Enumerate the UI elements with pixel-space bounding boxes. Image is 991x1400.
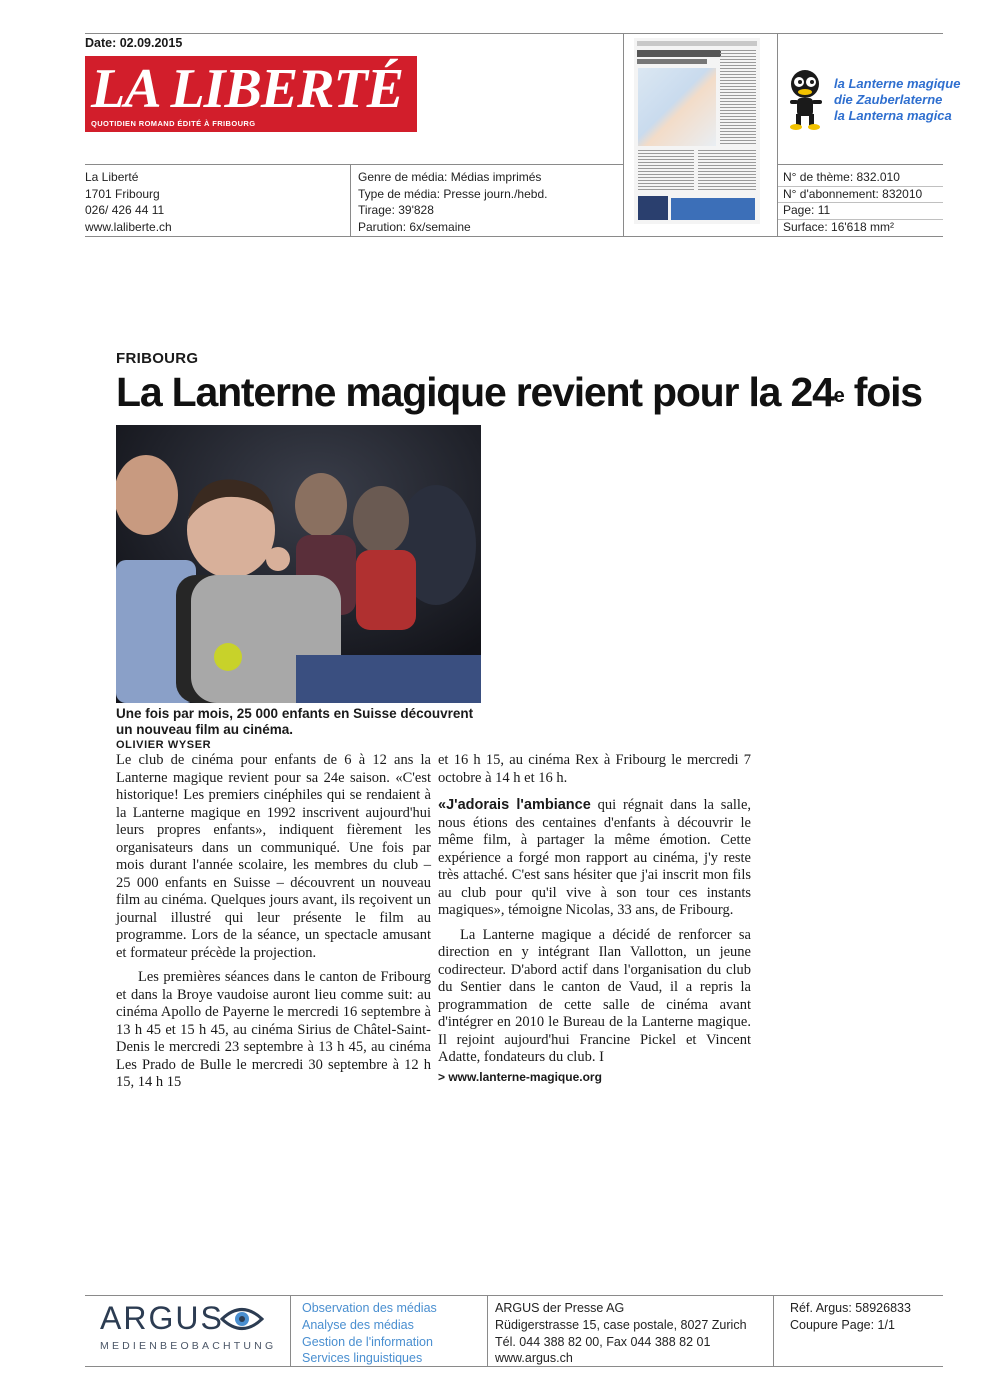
photo-caption: Une fois par mois, 25 000 enfants en Suisse découvrent un nouveau film au cinéma. bbox=[116, 706, 474, 737]
article-headline bbox=[116, 366, 922, 418]
logo-tagline: QUOTIDIEN ROMAND ÉDITÉ À FRIBOURG bbox=[91, 119, 256, 128]
address-link[interactable]: www.argus.ch bbox=[495, 1351, 573, 1366]
page-thumbnail bbox=[634, 38, 760, 224]
article-paragraph: La Lanterne magique a décidé de renforcer sa direction en y intégrant Ilan Vallotton, un jeune codirecteur. D'abord actif dans l'organisation du club du Sentier dans le canton de Vaud, il a repris la programmation de cette salle de cinéma avant d'intégrer en 2010 le Bureau de la Lanterne magique. Il rejoint aujourd'hui Francine Pickel et Vincent Adatte, fondateurs du club. I bbox=[438, 926, 751, 1065]
address-line: ARGUS der Presse AG bbox=[495, 1301, 625, 1315]
argus-address bbox=[495, 1300, 747, 1367]
theme-row-rule bbox=[778, 186, 943, 187]
theme-row-rule bbox=[778, 202, 943, 203]
header-divider-3 bbox=[777, 33, 778, 236]
eye-icon bbox=[220, 1304, 264, 1334]
theme-line: Surface: 16'618 mm² bbox=[783, 219, 895, 234]
article-photo bbox=[116, 425, 481, 703]
article-paragraph: et 16 h 15, au cinéma Rex à Fribourg le mercredi 7 octobre à 14 h et 16 h. bbox=[438, 752, 751, 786]
theme-line: N° de thème: 832.010 bbox=[783, 170, 900, 184]
theme-line: N° d'abonnement: 832010 bbox=[783, 186, 923, 201]
media-line: Tirage: 39'828 bbox=[358, 203, 434, 217]
media-line: Genre de média: Médias imprimés bbox=[358, 170, 542, 184]
address-line: Tél. 044 388 82 00, Fax 044 388 82 01 bbox=[495, 1334, 711, 1349]
header-divider-2 bbox=[623, 33, 624, 236]
article-paragraph: Le club de cinéma pour enfants de 6 à 12 ans la Lanterne magique revient pour sa 24e saison. «C'est historique! Les premiers cinéphiles qui se rendaient à la Lanterne magique en 1992 inscrivent aujourd'hui leurs propres enfants», indiquent fièrement les organisateurs dans un communiqué. Une fois par mois durant l'année scolaire, les membres du club – 25 000 enfants en Suisse – découvrent un nouveau film au cinéma. Quelques jours avant, ils reçoivent un journal illustré qui leur présente le film au programme. Lors de la séance, un spectacle amusant et formateur précède la projection. bbox=[116, 752, 431, 961]
argus-brand: ARGUS bbox=[100, 1300, 224, 1336]
article-byline: OLIVIER WYSER bbox=[116, 739, 212, 751]
newspaper-logo bbox=[85, 56, 417, 132]
header-bottom-rule bbox=[85, 236, 943, 237]
client-name: la Lanterne magique bbox=[834, 76, 961, 91]
client-names bbox=[834, 76, 960, 124]
publisher-info bbox=[85, 169, 172, 235]
media-line: Parution: 6x/semaine bbox=[358, 219, 471, 234]
lanterne-mascot-icon bbox=[780, 66, 830, 132]
reference-line: Coupure Page: 1/1 bbox=[790, 1317, 895, 1332]
footer-divider-3 bbox=[773, 1295, 774, 1366]
address-line: Rüdigerstrasse 15, case postale, 8027 Zurich bbox=[495, 1317, 747, 1332]
clipping-date: Date: 02.09.2015 bbox=[85, 36, 183, 50]
article-column-1 bbox=[116, 752, 431, 1092]
logo-title: LA LIBERTÉ bbox=[91, 58, 404, 120]
lead-quote: «J'adorais l'ambiance bbox=[438, 797, 591, 813]
article-paragraph: Les premières séances dans le canton de Fribourg et dans la Broye vaudoise auront lieu comme suit: au cinéma Apollo de Payerne le mercredi 16 septembre à 13 h 45 et 15 h 45, au cinéma Sirius de Châtel-Saint-Denis le mercredi 23 septembre à 13 h 45, au cinéma Les Prado de Bulle le mercredi 30 septembre à 12 h 15, 14 h 15 bbox=[116, 969, 431, 1090]
article-paragraph bbox=[438, 797, 751, 920]
header-mid-rule bbox=[85, 164, 623, 165]
article-kicker: FRIBOURG bbox=[116, 350, 199, 367]
publisher-line: www.laliberte.ch bbox=[85, 219, 172, 234]
headline-text: La Lanterne magique revient pour la 24 bbox=[116, 369, 834, 415]
media-info bbox=[358, 169, 547, 235]
footer-top-rule bbox=[85, 1295, 943, 1296]
quote-text: qui régnait dans la salle, nous étions des centaines d'enfants à découvrir le même film, à partager la même émotion. Cette expérience a forgé mon rapport au cinéma, j'y reste très attaché. C'est sans hésiter que j'ai inscrit mon fils au club pour qu'il vive à son tour ces instants magiques», témoigne Nicolas, 33 ans, de Fribourg. bbox=[438, 797, 751, 918]
argus-logo bbox=[100, 1300, 277, 1360]
children-in-cinema-image bbox=[116, 425, 481, 703]
argus-reference bbox=[790, 1300, 911, 1334]
thumbnail-map-image bbox=[638, 68, 716, 146]
client-name: die Zauberlaterne bbox=[834, 92, 943, 107]
service-item: Observation des médias bbox=[302, 1301, 437, 1315]
reference-line: Réf. Argus: 58926833 bbox=[790, 1301, 911, 1315]
service-item: Gestion de l'information bbox=[302, 1334, 433, 1349]
footer-divider-2 bbox=[487, 1295, 488, 1366]
publisher-line: 026/ 426 44 11 bbox=[85, 203, 165, 217]
client-logo bbox=[780, 66, 961, 132]
argus-services bbox=[302, 1300, 437, 1367]
headline-superscript: e bbox=[833, 385, 844, 407]
footer-divider-1 bbox=[290, 1295, 291, 1366]
client-name: la Lanterna magica bbox=[834, 108, 952, 123]
service-item: Services linguistiques bbox=[302, 1351, 423, 1366]
publisher-line: 1701 Fribourg bbox=[85, 186, 160, 201]
argus-subtitle: MEDIENBEOBACHTUNG bbox=[100, 1340, 277, 1352]
article-column-2 bbox=[438, 752, 751, 1086]
header-top-rule bbox=[85, 33, 943, 34]
media-line: Type de média: Presse journ./hebd. bbox=[358, 186, 548, 201]
theme-line: Page: 11 bbox=[783, 203, 831, 217]
header-mid-rule-right bbox=[778, 164, 943, 165]
service-item: Analyse des médias bbox=[302, 1317, 414, 1332]
publisher-line: La Liberté bbox=[85, 170, 139, 184]
theme-row-rule bbox=[778, 219, 943, 220]
header-divider-1 bbox=[350, 164, 351, 236]
website-link[interactable]: > www.lanterne-magique.org bbox=[438, 1069, 602, 1084]
headline-end: fois bbox=[843, 369, 922, 415]
